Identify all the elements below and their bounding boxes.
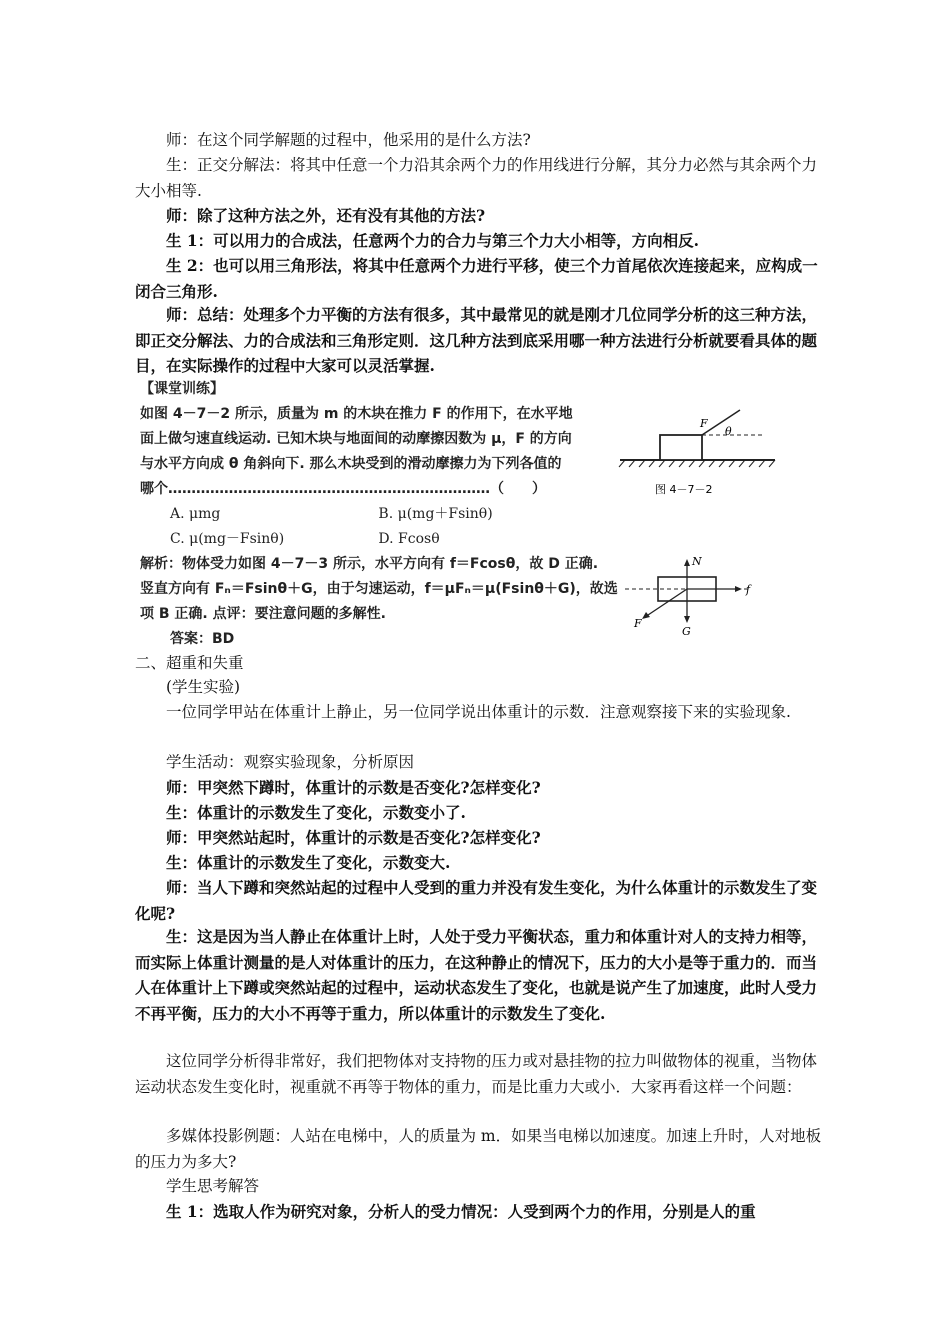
force-f-label: F — [700, 417, 708, 430]
answer-line: 答案：BD — [170, 631, 235, 647]
dialogue-line: 生 1：可以用力的合成法，任意两个力的合力与第三个力大小相等，方向相反. — [166, 231, 700, 250]
label-f: f — [746, 583, 751, 596]
question-line: 与水平方向成 θ 角斜向下. 那么木块受到的滑动摩擦力为下列各值的 — [140, 456, 562, 472]
analysis-line: 解析：物体受力如图 4－7－3 所示，水平方向有 f＝Fcosθ，故 D 正确. — [140, 556, 599, 572]
block-rect — [660, 435, 702, 460]
question-line: 面上做匀速直线运动. 已知木块与地面间的动摩擦因数为 μ，F 的方向 — [140, 431, 572, 447]
figure-4-7-3 — [620, 555, 790, 640]
option-c: C. μ(mg－Fsinθ) — [170, 531, 285, 547]
body-line: 学生活动：观察实验现象，分析原因 — [166, 753, 415, 771]
ground-hatching — [619, 460, 775, 467]
body-line: (学生实验) — [166, 678, 241, 696]
label-g: G — [682, 625, 691, 638]
option-a: A. μmg — [170, 506, 221, 522]
body-line: 多媒体投影例题：人站在电梯中，人的质量为 m．如果当电梯以加速度。加速上升时，人对地板的压力为多大? — [135, 1127, 822, 1171]
label-F: F — [634, 617, 642, 630]
option-d: D. Fcosθ — [378, 531, 440, 547]
dialogue-line: 师：总结：处理多个力平衡的方法有很多，其中最常见的就是刚才几位同学分析的这三种方法，即正交分解法、力的合成法和三角形定则．这几种方法到底采用哪一种方法进行分析就要看具体的题目，在实际操作的过程中大家可以灵活掌握. — [135, 305, 818, 375]
options-row — [140, 527, 610, 552]
exercise-header: 【课堂训练】 — [140, 381, 224, 397]
figure-caption: 图 4－7－2 — [655, 483, 713, 496]
body-line: 生：体重计的示数发生了变化，示数变小了. — [166, 803, 466, 822]
dialogue-line: 师：除了这种方法之外，还有没有其他的方法? — [166, 206, 486, 225]
exercise-block — [140, 377, 618, 652]
body-line: 师：甲突然下蹲时，体重计的示数是否变化?怎样变化? — [166, 778, 541, 797]
body-line: 生：这是因为当人静止在体重计上时，人处于受力平衡状态，重力和体重计对人的支持力相等，而实际上体重计测量的是人对体重计的压力，在这种静止的情况下，压力的大小是等于重力的．而当人在体重计上下蹲或突然站起的过程中，运动状态发生了变化，也就是说产生了加速度，此时人受力不再平衡，压力的大小不再等于重力，所以体重计的示数发生了变化. — [135, 927, 818, 1023]
body-line: 师：甲突然站起时，体重计的示数是否变化?怎样变化? — [166, 828, 541, 847]
body-line: 生：体重计的示数发生了变化，示数变大. — [166, 853, 451, 872]
analysis-line: 竖直方向有 Fₙ＝Fsinθ＋G，由于匀速运动，f＝μFₙ＝μ(Fsinθ＋G)，故选 — [140, 581, 618, 597]
body-line: 学生思考解答 — [166, 1177, 260, 1195]
question-line: 哪个……………………………………………………………（ ） — [140, 481, 546, 497]
analysis-line: 项 B 正确. 点评：要注意问题的多解性. — [140, 606, 386, 622]
dialogue-line: 师：在这个同学解题的过程中，他采用的是什么方法? — [166, 131, 531, 149]
question-line: 如图 4－7－2 所示，质量为 m 的木块在推力 F 的作用下，在水平地 — [140, 406, 573, 422]
section-title: 二、超重和失重 — [135, 654, 244, 672]
figure-4-7-2 — [615, 405, 795, 500]
option-b: B. μ(mg＋Fsinθ) — [378, 506, 493, 522]
dialogue-line: 生 2：也可以用三角形法，将其中任意两个力进行平移，使三个力首尾依次连接起来，应构成一闭合三角形. — [135, 256, 818, 301]
body-line: 师：当人下蹲和突然站起的过程中人受到的重力并没有发生变化，为什么体重计的示数发生了变化呢? — [135, 878, 818, 923]
theta-label: θ — [725, 425, 732, 438]
options-row — [140, 502, 610, 527]
dialogue-line: 生：正交分解法：将其中任意一个力沿其余两个力的作用线进行分解，其分力必然与其余两个力大小相等. — [135, 156, 818, 200]
body-line: 一位同学甲站在体重计上静止，另一位同学说出体重计的示数．注意观察接下来的实验现象. — [166, 703, 791, 721]
body-line: 生 1：选取人作为研究对象，分析人的受力情况：人受到两个力的作用，分别是人的重 — [166, 1202, 756, 1221]
body-line: 这位同学分析得非常好，我们把物体对支持物的压力或对悬挂物的拉力叫做物体的视重，当物体运动状态发生变化时，视重就不再等于物体的重力，而是比重力大或小．大家再看这样一个问题： — [135, 1052, 818, 1096]
force-f-line — [702, 410, 740, 435]
label-n: N — [692, 555, 702, 568]
